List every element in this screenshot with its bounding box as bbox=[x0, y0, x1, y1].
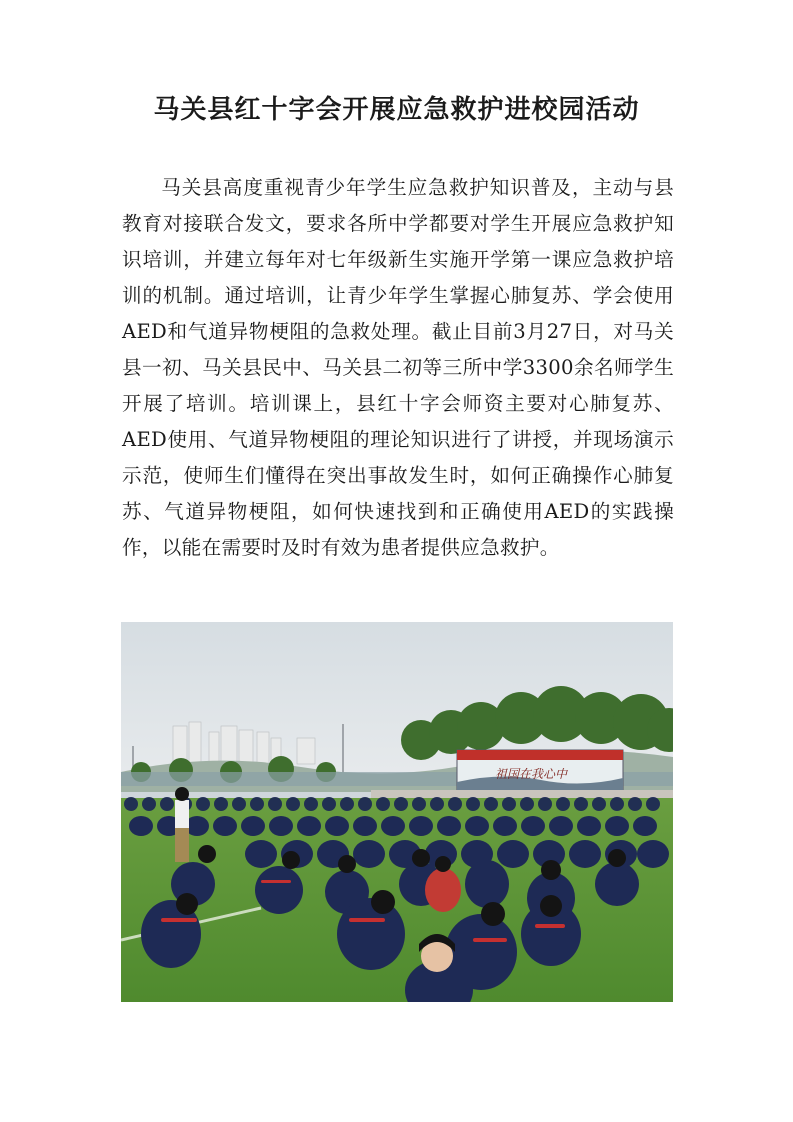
page-title: 马关县红十字会开展应急救护进校园活动 bbox=[153, 95, 640, 125]
stage-banner bbox=[457, 750, 623, 794]
banner-text: 祖国在我心中 bbox=[494, 767, 568, 781]
body-paragraph: 马关县高度重视青少年学生应急救护知识普及，主动与县教育对接联合发文，要求各所中学都要对学生开展应急救护知识培训，并建立每年对七年级新生实施开学第一课应急救护培训的机制。通过培训，让青少年学生掌握心肺复苏、学会使用AED和气道异物梗阻的急救处理。截止目前3月27日，对马关县一初、马关县民中、马关县二初等三所中学3300余名师学生开展了培训。培训课上，县红十字会师资主要对心肺复苏、AED使用、气道异物梗阻的理论知识进行了讲授，并现场演示示范，使师生们懂得在突出事故发生时，如何正确操作心肺复苏、气道异物梗阻，如何快速找到和正确使用AED的实践操作，以能在需要时及时有效为患者提供应急救护。 bbox=[122, 176, 674, 559]
standing-teacher bbox=[175, 787, 189, 862]
student-red-shirt bbox=[425, 868, 461, 912]
event-photo bbox=[121, 622, 673, 1002]
